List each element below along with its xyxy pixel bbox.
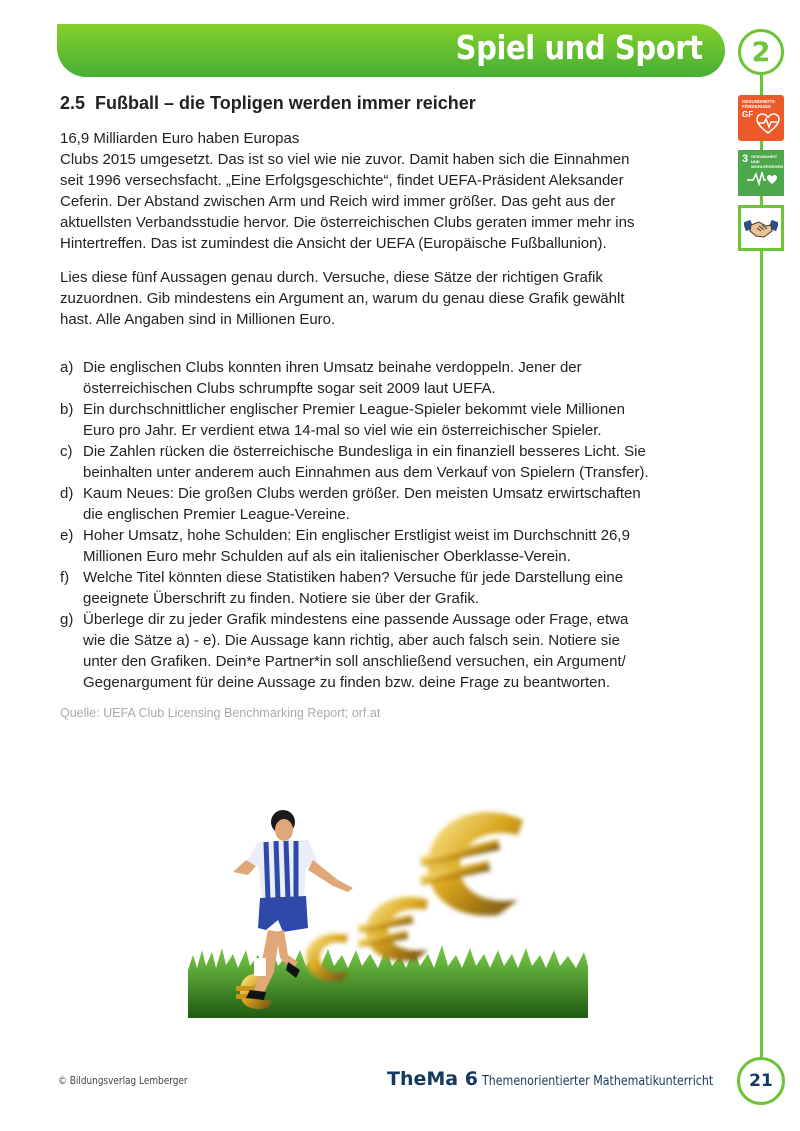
page-number: 21 — [737, 1057, 785, 1105]
task-letter: c) — [60, 443, 73, 460]
icon-label: GESUNDHEIT UND WOHLERGEHEN — [751, 154, 783, 169]
chapter-title: Spiel und Sport — [456, 28, 703, 67]
instructions-paragraph — [60, 267, 700, 330]
task-item-g — [60, 609, 710, 693]
chapter-number-badge: 2 — [738, 29, 784, 75]
text-line: beinhalten unter anderem auch Einnahmen aus dem Verkauf von Spielern (Transfer). — [83, 464, 649, 481]
text-line: zuzuordnen. Gib mindestens ein Argument an, warum du genau diese Grafik gewählt — [60, 290, 625, 307]
text-line: Ein durchschnittlicher englischer Premier League-Spieler bekommt viele Millionen — [83, 401, 625, 418]
text-line: Welche Titel könnten diese Statistiken haben? Versuche für jede Darstellung eine — [83, 569, 624, 586]
text-line: hast. Alle Angaben sind in Millionen Euro. — [60, 311, 336, 328]
text-line: Clubs 2015 umgesetzt. Das ist so viel wie nie zuvor. Damit haben sich die Einnahmen — [60, 151, 630, 168]
task-letter: b) — [60, 401, 74, 418]
text-line: Millionen Euro mehr Schulden auf als ein italienischer Oberklasse-Verein. — [83, 548, 571, 565]
icon-label: GESUNDHEITS-FÖRDERUNG — [742, 99, 777, 109]
text-line: Ceferin. Der Abstand zwischen Arm und Reich wird immer größer. Das geht aus der — [60, 193, 616, 210]
sdg3-icon — [738, 150, 784, 196]
handshake-icon — [738, 205, 784, 251]
text-line: Euro pro Jahr. Er verdient etwa 14-mal so viel wie ein österreichischer Spieler. — [83, 422, 602, 439]
source-note: Quelle: UEFA Club Licensing Benchmarking Report; orf.at — [60, 706, 381, 720]
text-line: Die englischen Clubs konnten ihren Umsatz beinahe verdoppeln. Jener der — [83, 359, 582, 376]
task-item-a — [60, 357, 710, 399]
footer-brand — [387, 1068, 754, 1090]
pulse-heart-icon — [746, 170, 778, 186]
text-line: 16,9 Milliarden Euro haben Europas — [60, 130, 300, 147]
football-euro-illustration — [188, 780, 588, 1020]
task-letter: e) — [60, 527, 74, 544]
sidebar-line — [760, 195, 763, 205]
text-line: österreichischen Clubs schrumpfte sogar seit 2009 laut UEFA. — [83, 380, 496, 397]
task-letter: g) — [60, 611, 74, 628]
task-letter: f) — [60, 569, 70, 586]
icon-code: GF — [742, 110, 754, 119]
text-line: seit 1996 versechsfacht. „Eine Erfolgsgeschichte“, findet UEFA-Präsident Aleksander — [60, 172, 624, 189]
section-heading — [60, 93, 476, 114]
sidebar-line — [760, 250, 763, 1058]
gesundheitsfoerderung-icon — [738, 95, 784, 141]
sidebar-line — [760, 75, 763, 95]
text-line: Lies diese fünf Aussagen genau durch. Versuche, diese Sätze der richtigen Grafik — [60, 269, 603, 286]
task-item-d — [60, 483, 710, 525]
section-title: Fußball – die Topligen werden immer reicher — [95, 93, 476, 113]
text-line: unter den Grafiken. Dein*e Partner*in soll anschließend versuchen, ein Argument/ — [83, 653, 626, 670]
task-item-b — [60, 399, 710, 441]
text-line: Überlege dir zu jeder Grafik mindestens eine passende Aussage oder Frage, etwa — [83, 611, 629, 628]
text-line: geeignete Überschrift zu finden. Notiere sie über der Grafik. — [83, 590, 480, 607]
text-line: Hoher Umsatz, hohe Schulden: Ein englischer Erstligist weist im Durchschnitt 26,9 — [83, 527, 630, 544]
intro-paragraph — [60, 128, 700, 254]
task-letter: d) — [60, 485, 74, 502]
heart-pulse-icon — [756, 113, 780, 135]
task-item-e — [60, 525, 710, 567]
text-line: aktuellsten Verbandsstudie hervor. Die österreichischen Clubs geraten immer mehr ins — [60, 214, 635, 231]
text-line: Hintertreffen. Das ist zumindest die Ansicht der UEFA (Europäische Fußballunion). — [60, 235, 607, 252]
handshake-graphic — [744, 216, 778, 240]
text-line: Kaum Neues: Die großen Clubs werden größer. Den meisten Umsatz erwirtschaften — [83, 485, 641, 502]
task-item-c — [60, 441, 710, 483]
brand-name: TheMa 6 — [387, 1068, 478, 1090]
icon-number: 3 — [742, 153, 749, 165]
section-number: 2.5 — [60, 93, 86, 113]
brand-subtitle: Themenorientierter Mathematikunterricht — [481, 1074, 714, 1089]
text-line: Gegenargument für deine Aussage zu finden bzw. deine Frage zu beantworten. — [83, 674, 611, 691]
task-letter: a) — [60, 359, 74, 376]
text-line: wie die Sätze a) - e). Die Aussage kann richtig, aber auch falsch sein. Notiere sie — [83, 632, 620, 649]
task-item-f — [60, 567, 710, 609]
copyright-text: © Bildungsverlag Lemberger — [58, 1075, 188, 1087]
text-line: Die Zahlen rücken die österreichische Bundesliga in ein finanziell besseres Licht. Sie — [83, 443, 646, 460]
task-list — [60, 357, 710, 693]
text-line: die englischen Premier League-Vereine. — [83, 506, 350, 523]
sidebar-line — [760, 140, 763, 150]
chapter-header-bar — [57, 24, 725, 77]
